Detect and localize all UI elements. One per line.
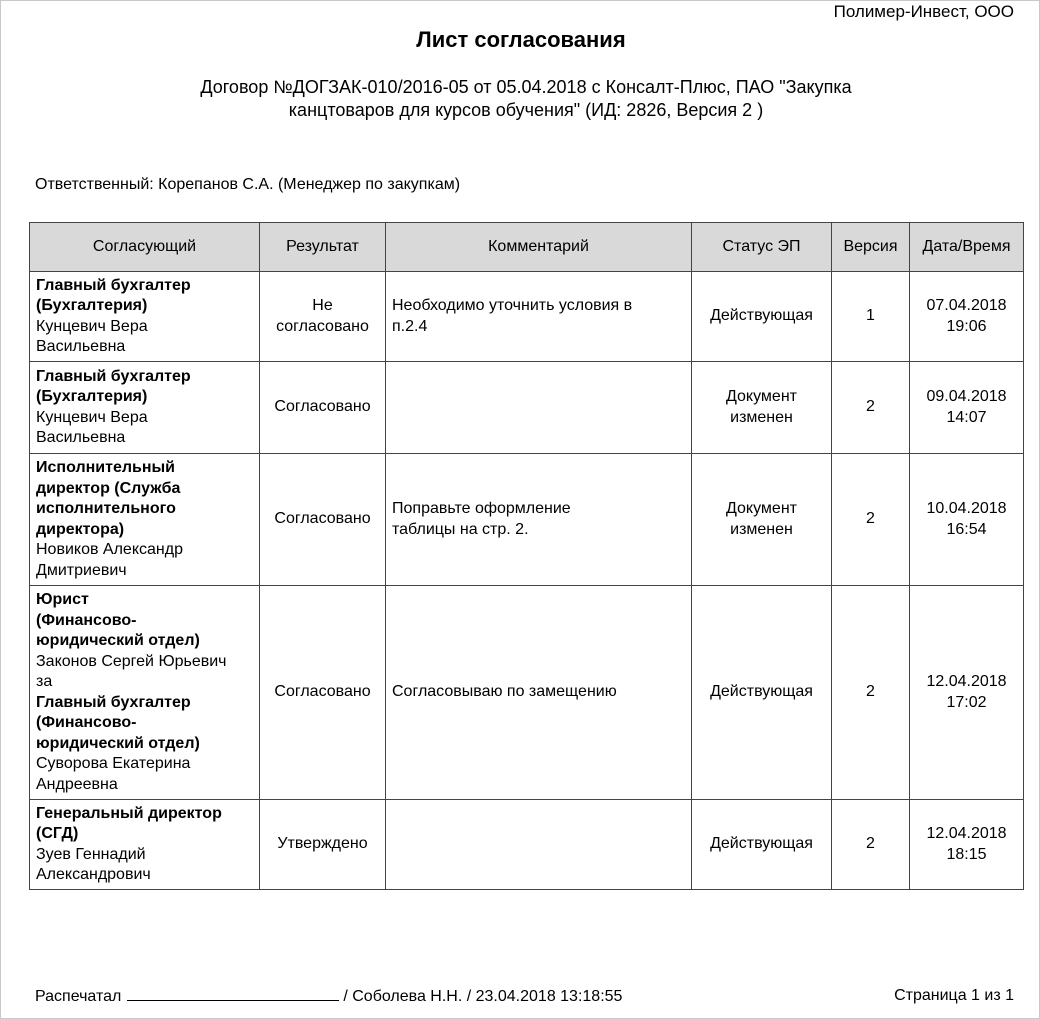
date-value: 09.04.2018 [926, 388, 1007, 405]
time-value: 17:02 [946, 693, 987, 711]
comment-text: таблицы на стр. 2. [392, 520, 529, 538]
approver-name: Кунцевич Вера [36, 408, 148, 426]
approver-name: Дмитриевич [36, 561, 127, 579]
approver-name: Кунцевич Вера [36, 317, 148, 335]
result-cell [260, 272, 386, 362]
datetime-cell [910, 362, 1024, 454]
approver-role: Главный бухгалтер [36, 693, 191, 711]
result-text: Утверждено [277, 835, 368, 853]
comment-text: п.2.4 [392, 317, 428, 335]
table-row [30, 454, 1024, 586]
contract-line-2: канцтоваров для курсов обучения" (ИД: 2826, Версия 2 ) [288, 100, 764, 120]
approver-cell [30, 272, 260, 362]
approver-name: Васильевна [36, 338, 126, 355]
approver-role: Генеральный директор [36, 804, 222, 822]
printed-by-info: / Соболева Н.Н. / 23.04.2018 13:18:55 [343, 988, 623, 1005]
approver-name: Новиков Александр [36, 541, 183, 558]
comment-text: Поправьте оформление [392, 500, 571, 517]
column-header-version: Версия [832, 223, 910, 272]
signature-status-cell [692, 800, 832, 890]
approver-role: исполнительного [36, 500, 176, 517]
version-value: 2 [866, 683, 875, 701]
time-value: 18:15 [946, 845, 987, 863]
table-row [30, 586, 1024, 800]
approver-role: (Финансово- [36, 611, 137, 629]
approver-role: директора) [36, 520, 125, 538]
comment-cell [386, 272, 692, 362]
approver-cell [30, 800, 260, 890]
comment-cell [386, 800, 692, 890]
signature-status-text: изменен [730, 520, 793, 538]
approver-role: директор (Служба [36, 479, 181, 497]
signature-status-cell [692, 272, 832, 362]
comment-text: Необходимо уточнить условия в [392, 297, 633, 314]
approver-name: Законов Сергей Юрьевич [36, 652, 227, 670]
signature-status-text: Действующая [710, 307, 813, 325]
version-cell [832, 454, 910, 586]
printed-label: Распечатал [35, 988, 122, 1005]
result-text: Согласовано [274, 398, 371, 416]
version-cell [832, 800, 910, 890]
time-value: 19:06 [946, 317, 987, 335]
version-cell [832, 272, 910, 362]
signature-status-cell [692, 362, 832, 454]
version-cell [832, 586, 910, 800]
column-header-comment: Комментарий [386, 223, 692, 272]
column-header-datetime: Дата/Время [910, 223, 1024, 272]
approver-role: юридический отдел) [36, 734, 200, 752]
comment-cell [386, 586, 692, 800]
signature-status-cell [692, 454, 832, 586]
approver-name: Васильевна [36, 429, 126, 446]
approver-name: Зуев Геннадий [36, 845, 146, 863]
time-value: 16:54 [946, 520, 987, 538]
page-title: Лист согласования [416, 27, 626, 52]
approver-role: Исполнительный [36, 459, 175, 476]
result-cell [260, 800, 386, 890]
result-cell [260, 362, 386, 454]
approver-role: Главный бухгалтер [36, 367, 191, 385]
column-header-approver: Согласующий [30, 223, 260, 272]
approver-role: юридический отдел) [36, 632, 200, 649]
signature-status-text: Документ [726, 388, 797, 405]
version-cell [832, 362, 910, 454]
page-number: Страница 1 из 1 [894, 987, 1014, 1004]
approver-cell [30, 454, 260, 586]
datetime-cell [910, 800, 1024, 890]
contract-description [151, 76, 901, 122]
version-value: 2 [866, 510, 875, 528]
result-text: Не [312, 297, 333, 314]
result-text: согласовано [276, 317, 369, 335]
signature-status-text: Действующая [710, 683, 813, 701]
table-header-row [30, 223, 1024, 272]
datetime-cell [910, 272, 1024, 362]
comment-cell [386, 362, 692, 454]
approval-table [29, 222, 1024, 890]
date-value: 12.04.2018 [926, 825, 1007, 842]
date-value: 10.04.2018 [926, 500, 1007, 517]
approver-name: Андреевна [36, 775, 118, 793]
date-value: 07.04.2018 [926, 297, 1007, 314]
date-value: 12.04.2018 [926, 673, 1007, 690]
responsible-person: Ответственный: Корепанов С.А. (Менеджер по закупкам) [35, 176, 461, 193]
approver-cell [30, 362, 260, 454]
approver-role: Главный бухгалтер [36, 276, 191, 294]
signature-status-text: изменен [730, 408, 793, 426]
approver-cell [30, 586, 260, 800]
printed-by-footer [35, 986, 622, 1006]
table-row [30, 800, 1024, 890]
result-cell [260, 586, 386, 800]
version-value: 1 [866, 307, 875, 325]
signature-status-text: Документ [726, 500, 797, 517]
column-header-result: Результат [260, 223, 386, 272]
table-row [30, 272, 1024, 362]
approver-role: Юрист [36, 591, 89, 608]
approver-role: (СГД) [36, 825, 79, 842]
datetime-cell [910, 454, 1024, 586]
version-value: 2 [866, 398, 875, 416]
column-header-signature-status: Статус ЭП [692, 223, 832, 272]
signature-line [127, 986, 339, 1001]
approver-name: Суворова Екатерина [36, 755, 191, 772]
approver-name: Александрович [36, 866, 151, 883]
organization-name: Полимер-Инвест, ООО [833, 2, 1014, 21]
approver-role: (Финансово- [36, 714, 137, 731]
signature-status-text: Действующая [710, 835, 813, 853]
result-cell [260, 454, 386, 586]
approval-table-body [30, 272, 1024, 890]
version-value: 2 [866, 835, 875, 853]
approver-name: за [36, 673, 53, 690]
table-row [30, 362, 1024, 454]
comment-cell [386, 454, 692, 586]
result-text: Согласовано [274, 683, 371, 701]
approver-role: (Бухгалтерия) [36, 388, 148, 405]
approver-role: (Бухгалтерия) [36, 297, 148, 314]
comment-text: Согласовываю по замещению [392, 683, 617, 701]
time-value: 14:07 [946, 408, 987, 426]
datetime-cell [910, 586, 1024, 800]
contract-line-1: Договор №ДОГЗАК-010/2016-05 от 05.04.2018 с Консалт-Плюс, ПАО "Закупка [200, 77, 852, 97]
result-text: Согласовано [274, 510, 371, 528]
signature-status-cell [692, 586, 832, 800]
